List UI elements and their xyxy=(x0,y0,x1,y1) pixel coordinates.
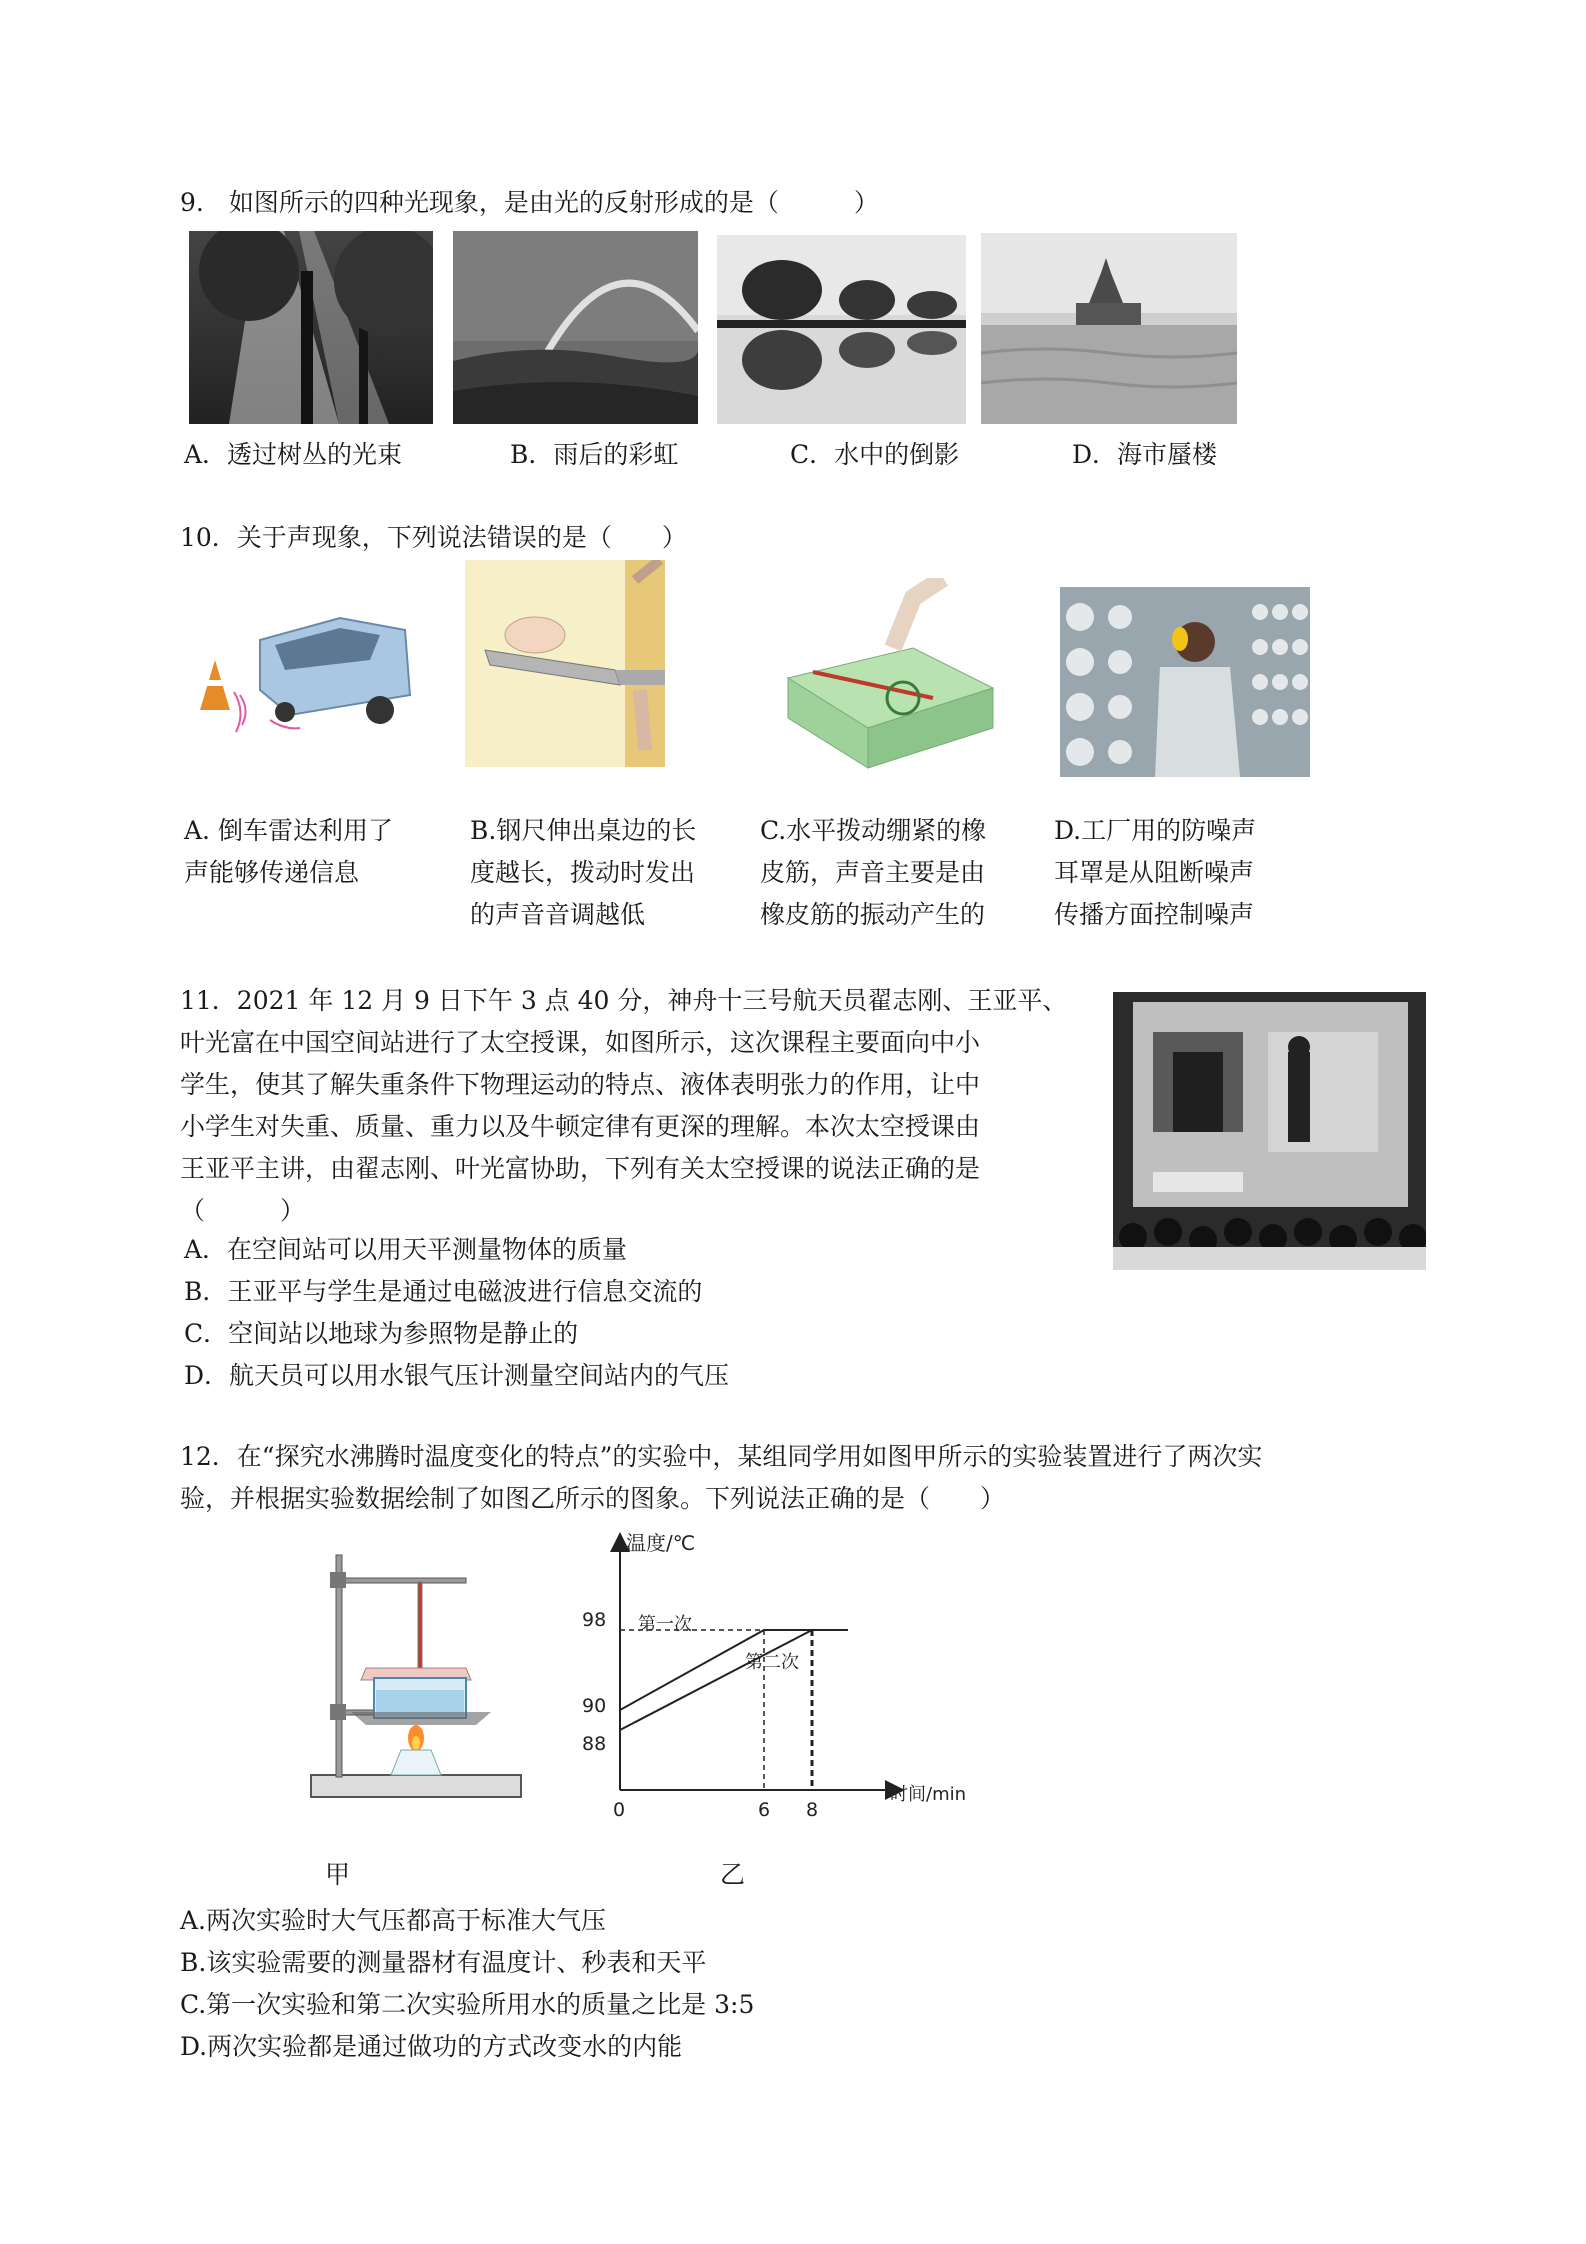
q10-photo-factory-earmuffs xyxy=(1060,587,1310,777)
q9-photo-a-light-beams xyxy=(189,231,433,424)
q10-option-c-line-1: C.水平拨动绷紧的橡 xyxy=(760,816,987,845)
graph-series-second xyxy=(620,1630,812,1730)
q12-figure-apparatus xyxy=(306,1540,526,1805)
q12-option-c[interactable]: C.第一次实验和第二次实验所用水的质量之比是 3:5 xyxy=(180,1990,755,2019)
graph-y-tick-98: 98 xyxy=(582,1609,607,1631)
q11-stem-line-1: 11．2021 年 12 月 9 日下午 3 点 40 分，神舟十三号航天员翟志刚、王亚平、 xyxy=(180,986,1068,1015)
graph-y-axis-label: 温度/℃ xyxy=(626,1531,696,1555)
q11-option-b[interactable]: B．王亚平与学生是通过电磁波进行信息交流的 xyxy=(184,1277,703,1306)
q11-stem-line-3: 学生，使其了解失重条件下物理运动的特点、液体表明张力的作用，让中 xyxy=(180,1070,981,1099)
q10-option-a-line-2: 声能够传递信息 xyxy=(184,858,360,887)
q10-option-b-line-3: 的声音音调越低 xyxy=(470,900,646,929)
q10-option-d-line-3: 传播方面控制噪声 xyxy=(1054,900,1255,929)
graph-x-tick-6: 6 xyxy=(758,1799,771,1820)
q10-option-d-line-2: 耳罩是从阻断噪声 xyxy=(1054,858,1255,887)
q9-option-a[interactable]: A．透过树丛的光束 xyxy=(184,440,403,469)
q11-option-c[interactable]: C．空间站以地球为参照物是静止的 xyxy=(184,1319,579,1348)
q11-stem-line-4: 小学生对失重、质量、重力以及牛顿定律有更深的理解。本次太空授课由 xyxy=(180,1112,981,1141)
q10-option-a-line-1: A. 倒车雷达利用了 xyxy=(184,816,393,845)
q12-option-a[interactable]: A.两次实验时大气压都高于标准大气压 xyxy=(180,1906,607,1935)
graph-x-tick-0: 0 xyxy=(613,1799,626,1820)
q10-option-c-line-3: 橡皮筋的振动产生的 xyxy=(760,900,986,929)
graph-y-tick-88: 88 xyxy=(582,1733,607,1755)
q10-option-a[interactable] xyxy=(184,810,393,894)
q11-photo-space-class xyxy=(1113,992,1426,1270)
q12-figure-label-jia: 甲 xyxy=(325,1860,351,1889)
q10-option-d-line-1: D.工厂用的防噪声 xyxy=(1054,816,1257,845)
q11-option-a[interactable]: A．在空间站可以用天平测量物体的质量 xyxy=(184,1235,628,1264)
graph-series-second-label: 第二次 xyxy=(745,1652,799,1673)
q10-option-b-line-2: 度越长，拨动时发出 xyxy=(470,858,696,887)
q10-image-steel-ruler xyxy=(465,560,665,767)
graph-x-axis-label: 时间/min xyxy=(890,1784,967,1805)
q10-image-rubber-band-box xyxy=(783,578,995,769)
q12-stem-line-1: 12．在“探究水沸腾时温度变化的特点”的实验中，某组同学用如图甲所示的实验装置进行了两次实 xyxy=(180,1442,1263,1471)
q9-photo-c-reflection xyxy=(717,235,966,424)
q9-photo-b-rainbow xyxy=(453,231,698,424)
q10-stem: 10．关于声现象，下列说法错误的是（ ） xyxy=(180,523,687,552)
q12-figure-graph xyxy=(560,1530,1010,1820)
q10-option-c-line-2: 皮筋，声音主要是由 xyxy=(760,858,986,887)
q12-figure-label-yi: 乙 xyxy=(720,1860,746,1889)
graph-y-tick-90: 90 xyxy=(582,1695,607,1717)
q10-option-b[interactable] xyxy=(470,810,696,936)
graph-series-first-label: 第一次 xyxy=(638,1614,692,1635)
q12-stem-line-2: 验，并根据实验数据绘制了如图乙所示的图象。下列说法正确的是（ ） xyxy=(180,1484,1006,1513)
q11-option-d[interactable]: D．航天员可以用水银气压计测量空间站内的气压 xyxy=(184,1361,730,1390)
q9-option-b[interactable]: B．雨后的彩虹 xyxy=(510,440,679,469)
q11-stem-line-2: 叶光富在中国空间站进行了太空授课，如图所示，这次课程主要面向中小 xyxy=(180,1028,981,1057)
q9-stem: 9. 如图所示的四种光现象，是由光的反射形成的是（ ） xyxy=(180,188,879,217)
q11-stem-line-6: （ ） xyxy=(180,1196,306,1225)
q12-option-d[interactable]: D.两次实验都是通过做功的方式改变水的内能 xyxy=(180,2032,683,2061)
q12-option-b[interactable]: B.该实验需要的测量器材有温度计、秒表和天平 xyxy=(180,1948,707,1977)
q10-option-b-line-1: B.钢尺伸出桌边的长 xyxy=(470,816,697,845)
q10-image-car-radar xyxy=(200,600,425,750)
q11-stem xyxy=(180,980,1067,1232)
q10-option-c[interactable] xyxy=(760,810,986,936)
graph-x-tick-8: 8 xyxy=(806,1799,819,1820)
q9-option-d[interactable]: D．海市蜃楼 xyxy=(1072,440,1218,469)
q9-option-c[interactable]: C．水中的倒影 xyxy=(790,440,960,469)
q10-option-d[interactable] xyxy=(1054,810,1256,936)
q12-stem xyxy=(180,1436,1262,1520)
q9-photo-d-mirage xyxy=(981,233,1237,424)
q11-stem-line-5: 王亚平主讲，由翟志刚、叶光富协助，下列有关太空授课的说法正确的是 xyxy=(180,1154,981,1183)
